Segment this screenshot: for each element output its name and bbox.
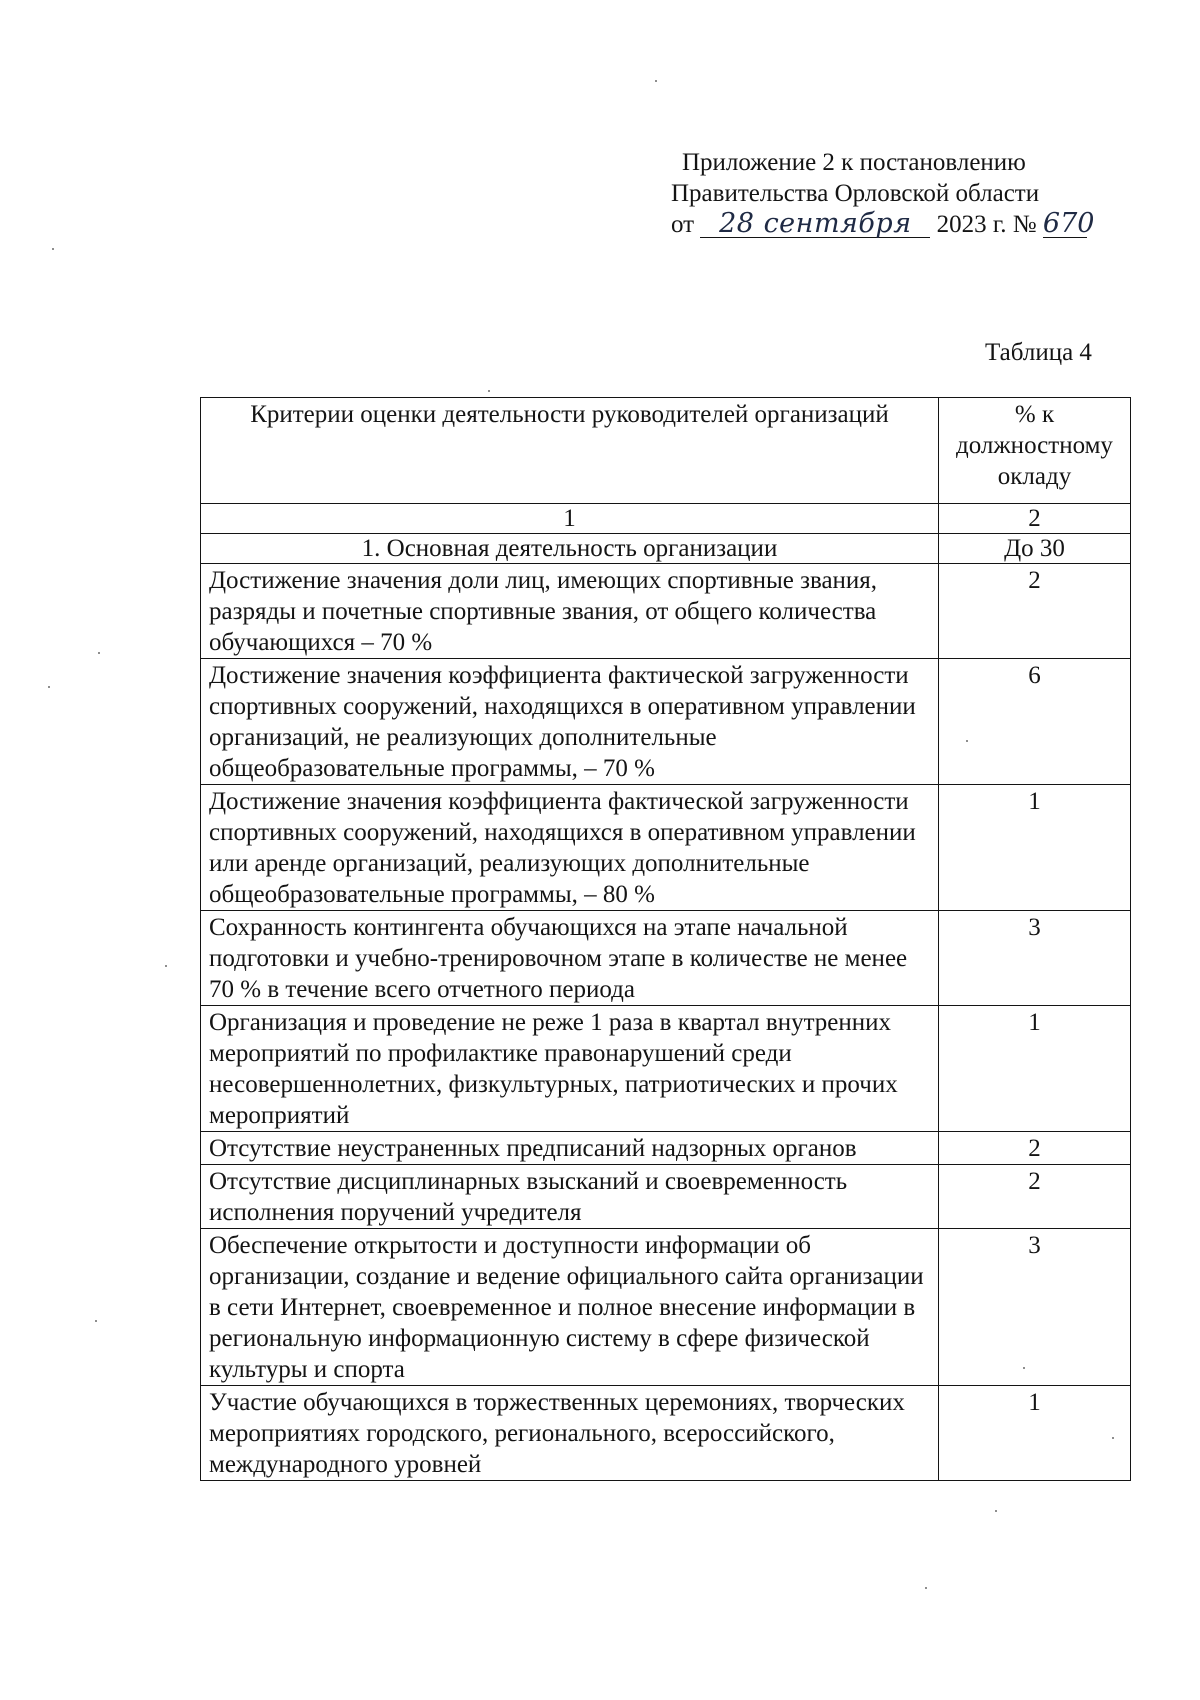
criterion-cell: Организация и проведение не реже 1 раза в квартал внутренних мероприятий по профилактике правонарушений среди несовершеннолетних, физкультурных, патриотических и прочих мероприятий [201, 1006, 939, 1132]
header-criteria: Критерии оценки деятельности руководителей организаций [201, 398, 939, 504]
criterion-cell: Участие обучающихся в торжественных церемониях, творческих мероприятиях городского, регионального, всероссийского, международного уровней [201, 1386, 939, 1481]
scan-speck [48, 686, 50, 688]
percent-cell: 6 [939, 659, 1131, 785]
appendix-header [671, 147, 1095, 240]
percent-cell: 3 [939, 1229, 1131, 1386]
scan-speck [995, 1510, 997, 1512]
scan-speck [52, 248, 54, 250]
criterion-cell: Отсутствие дисциплинарных взысканий и своевременность исполнения поручений учредителя [201, 1165, 939, 1229]
percent-cell: 1 [939, 785, 1131, 911]
scan-speck [1023, 1367, 1025, 1369]
column-number-2: 2 [939, 504, 1131, 534]
table-row [201, 1229, 1131, 1386]
header-line-appendix: Приложение 2 к постановлению [682, 149, 1026, 176]
percent-cell: 2 [939, 1165, 1131, 1229]
section-value: До 30 [939, 534, 1131, 564]
table-row [201, 1165, 1131, 1229]
table-row [201, 1006, 1131, 1132]
percent-cell: 1 [939, 1006, 1131, 1132]
scan-speck [925, 1587, 927, 1589]
table-header-row [201, 398, 1131, 504]
criterion-cell: Достижение значения доли лиц, имеющих спортивные звания, разряды и почетные спортивные звания, от общего количества обучающихся – 70 % [201, 564, 939, 659]
section-row [201, 534, 1131, 564]
column-number-row [201, 504, 1131, 534]
scan-speck [488, 390, 490, 392]
handwritten-number: 670 [1042, 208, 1095, 239]
table-row [201, 564, 1131, 659]
criterion-cell: Достижение значения коэффициента фактической загруженности спортивных сооружений, находящихся в оперативном управлении или аренде организаций, реализующих дополнительные общеобразовательные программы, – 80 % [201, 785, 939, 911]
scan-speck [1112, 1437, 1114, 1439]
criterion-cell: Отсутствие неустраненных предписаний надзорных органов [201, 1132, 939, 1165]
header-percent: % к должностному окладу [939, 398, 1131, 504]
criteria-table [200, 397, 1131, 1481]
percent-cell: 2 [939, 564, 1131, 659]
criterion-cell: Достижение значения коэффициента фактической загруженности спортивных сооружений, находящихся в оперативном управлении организаций, не реализующих дополнительные общеобразовательные программы, – 70 % [201, 659, 939, 785]
header-line-date [671, 208, 1095, 240]
header-year-number-label: 2023 г. № [936, 211, 1037, 238]
table-row [201, 659, 1131, 785]
scan-speck [165, 965, 167, 967]
scan-speck [95, 1320, 97, 1322]
percent-cell: 2 [939, 1132, 1131, 1165]
handwritten-date: 28 сентября [700, 211, 930, 238]
table-row [201, 1132, 1131, 1165]
table-caption: Таблица 4 [985, 339, 1092, 366]
criterion-cell: Обеспечение открытости и доступности информации об организации, создание и ведение официального сайта организации в сети Интернет, своевременное и полное внесение информации в региональную информационную систему в сфере физической культуры и спорта [201, 1229, 939, 1386]
scan-speck [98, 652, 100, 654]
table-row [201, 911, 1131, 1006]
percent-cell: 3 [939, 911, 1131, 1006]
header-date-prefix: от [671, 211, 695, 238]
scan-speck [655, 80, 657, 82]
criterion-cell: Сохранность контингента обучающихся на этапе начальной подготовки и учебно-тренировочном этапе в количестве не менее 70 % в течение всего отчетного периода [201, 911, 939, 1006]
table-row [201, 1386, 1131, 1481]
section-title: 1. Основная деятельность организации [201, 534, 939, 564]
table-row [201, 785, 1131, 911]
scan-speck [966, 740, 968, 742]
percent-cell: 1 [939, 1386, 1131, 1481]
header-line-government: Правительства Орловской области [671, 180, 1040, 207]
column-number-1: 1 [201, 504, 939, 534]
